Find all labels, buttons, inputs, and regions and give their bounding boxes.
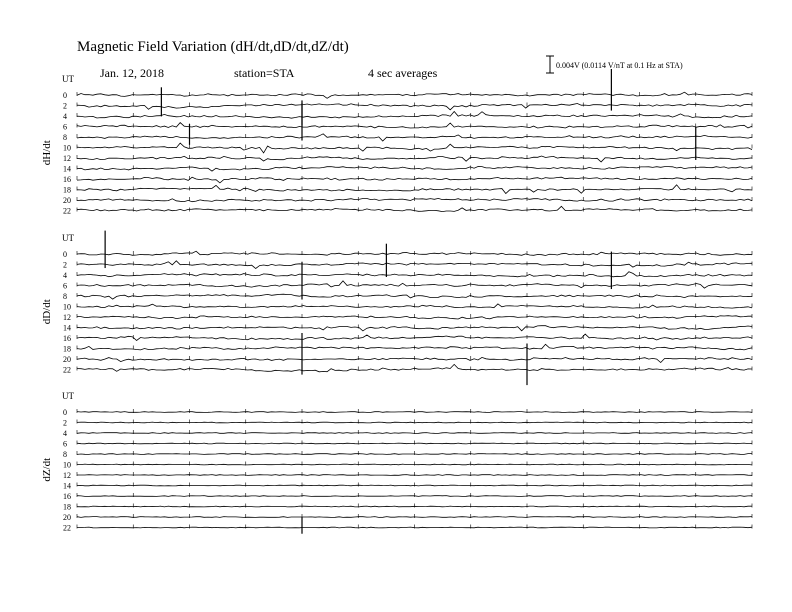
hour-tick-label: 4 <box>63 429 67 438</box>
hour-tick-label: 14 <box>63 164 71 174</box>
date-label: Jan. 12, 2018 <box>100 66 164 80</box>
hour-tick-label: 20 <box>63 355 71 364</box>
hour-tick-label: 18 <box>63 344 71 354</box>
panel-2 <box>41 391 752 534</box>
hour-tick-label: 0 <box>63 91 67 100</box>
hour-tick-label: 16 <box>63 334 71 343</box>
hour-tick-label: 4 <box>63 271 67 280</box>
panel-label: dH/dt <box>41 140 53 166</box>
hour-tick-label: 6 <box>63 122 67 132</box>
hour-tick-label: 10 <box>63 460 71 470</box>
hour-tick-label: 18 <box>63 502 71 512</box>
hour-tick-label: 16 <box>63 492 71 501</box>
station-label: station=STA <box>234 66 295 80</box>
hour-tick-label: 20 <box>63 513 71 522</box>
panel-0 <box>41 66 752 216</box>
chart-title: Magnetic Field Variation (dH/dt,dD/dt,dZ/dt) <box>77 39 349 55</box>
panels-group <box>41 66 752 534</box>
hour-tick-label: 10 <box>63 143 71 153</box>
hour-tick-label: 20 <box>63 196 71 205</box>
hour-tick-label: 14 <box>63 323 71 333</box>
hour-tick-label: 12 <box>63 313 71 322</box>
averaging-label: 4 sec averages <box>368 66 438 80</box>
panel-label: dZ/dt <box>41 457 53 482</box>
hour-tick-label: 6 <box>63 281 67 291</box>
hour-tick-label: 8 <box>63 292 67 301</box>
hour-tick-label: 18 <box>63 185 71 195</box>
hour-tick-label: 2 <box>63 260 67 270</box>
hour-tick-label: 16 <box>63 175 71 184</box>
hour-tick-label: 14 <box>63 481 71 491</box>
hour-tick-label: 0 <box>63 408 67 417</box>
hour-tick-label: 22 <box>63 523 71 533</box>
hour-tick-label: 12 <box>63 154 71 163</box>
hour-tick-label: 2 <box>63 418 67 428</box>
ut-label: UT <box>62 391 74 401</box>
hour-tick-label: 8 <box>63 133 67 142</box>
hour-tick-label: 12 <box>63 471 71 480</box>
hour-tick-label: 8 <box>63 450 67 459</box>
hour-tick-label: 10 <box>63 302 71 312</box>
hour-tick-label: 6 <box>63 439 67 449</box>
hour-tick-label: 22 <box>63 206 71 216</box>
hour-tick-label: 2 <box>63 101 67 111</box>
hour-tick-label: 0 <box>63 250 67 259</box>
hour-tick-label: 22 <box>63 365 71 375</box>
scale-bar-label: 0.004V (0.0114 V/nT at 0.1 Hz at STA) <box>556 61 683 70</box>
panel-1 <box>41 231 752 386</box>
panel-label: dD/dt <box>41 299 53 325</box>
ut-label: UT <box>62 74 74 84</box>
ut-label: UT <box>62 233 74 243</box>
hour-tick-label: 4 <box>63 112 67 121</box>
scale-bar <box>546 56 554 73</box>
